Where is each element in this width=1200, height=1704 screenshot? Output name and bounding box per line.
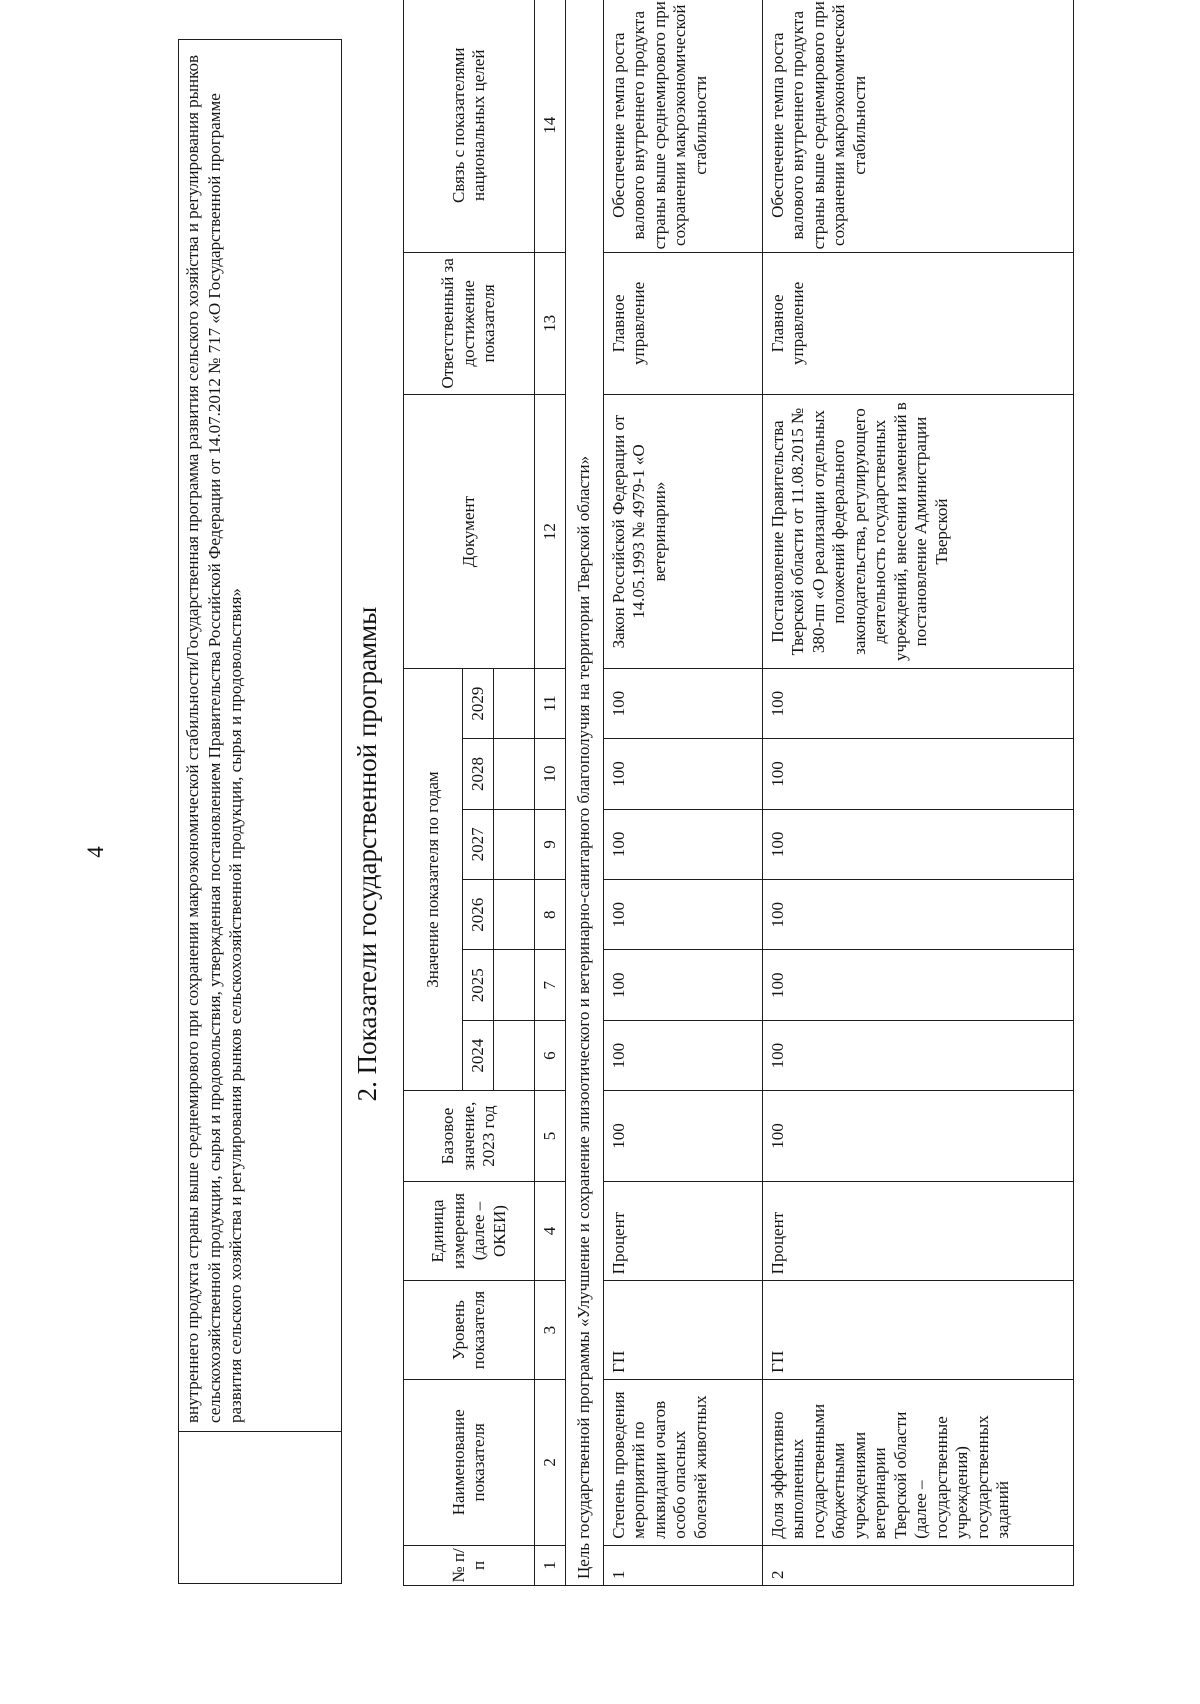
goal-row [566, 0, 604, 1586]
row-value-2026: 100 [762, 880, 1073, 950]
row-value-2025: 100 [603, 950, 762, 1020]
continuation-table [178, 39, 342, 1584]
row-unit: Процент [603, 1181, 762, 1281]
column-number: 11 [535, 668, 566, 738]
header-document: Документ [404, 395, 535, 669]
column-number-row [535, 0, 566, 1586]
table-row [603, 0, 762, 1586]
row-link: Обеспечение темпа роста валового внутреннего продукта страны выше среднемирового при сохранении макроэкономической стабильности [762, 0, 1073, 252]
row-no: 1 [603, 1545, 762, 1585]
header-year: 2026 [463, 880, 494, 950]
row-base: 100 [603, 1091, 762, 1182]
header-base: Базовое значение, 2023 год [404, 1091, 535, 1182]
row-value-2024: 100 [603, 1020, 762, 1090]
row-name: Доля эффективно выполненных государственными бюджетными учреждениями ветеринарии Тверской области (далее – государственные учреждения) государственных заданий [762, 1379, 1073, 1545]
program-goal: Цель государственной программы «Улучшение и сохранение эпизоотического и ветеринарно-санитарного благополучия на территории Тверской области» [566, 0, 604, 1586]
header-year: 2024 [463, 1020, 494, 1090]
row-unit: Процент [762, 1181, 1073, 1281]
row-level: ГП [762, 1281, 1073, 1380]
row-value-2028: 100 [762, 739, 1073, 809]
column-number: 9 [535, 809, 566, 879]
column-number: 12 [535, 395, 566, 669]
header-unit: Единица измерения (далее – ОКЕИ) [404, 1181, 535, 1281]
row-name: Степень проведения мероприятий по ликвидации очагов особо опасных болезней животных [603, 1379, 762, 1545]
indicators-table [403, 0, 1074, 1586]
row-value-2028: 100 [603, 739, 762, 809]
row-value-2024: 100 [762, 1020, 1073, 1090]
row-responsible: Главное управление [762, 252, 1073, 395]
continuation-text: внутреннего продукта страны выше среднемирового при сохранении макроэкономической стабильности/Государственная программа развития сельского хозяйства и регулирования рынков сельскохозяйственной продукции, сырья и продовольствия, утвержденная постановлением Правительства Российской Федерации от 14.07.2012 № 717 «О Государственной программе развития сельского хозяйства и регулирования рынков сельскохозяйственной продукции, сырья и продовольствия» [179, 40, 342, 1432]
year-cell-spacer [494, 739, 535, 809]
year-cell-spacer [494, 880, 535, 950]
row-value-2029: 100 [603, 668, 762, 738]
row-value-2027: 100 [762, 809, 1073, 879]
header-year: 2029 [463, 668, 494, 738]
row-document: Постановление Правительства Тверской области от 11.08.2015 № 380-пп «О реализации отдельных положений федерального законодательства, регулирующего деятельность государственных учреждений, внесении изменений в постановление Администрации Тверской [762, 395, 1073, 669]
column-number: 1 [535, 1545, 566, 1585]
header-responsible: Ответственный за достижение показателя [404, 252, 535, 395]
row-document: Закон Российской Федерации от 14.05.1993 № 4979-1 «О ветеринарии» [603, 395, 762, 669]
row-value-2026: 100 [603, 880, 762, 950]
row-level: ГП [603, 1281, 762, 1380]
row-value-2029: 100 [762, 668, 1073, 738]
column-number: 14 [535, 0, 566, 252]
year-cell-spacer [494, 1020, 535, 1090]
row-base: 100 [762, 1091, 1073, 1182]
column-number: 6 [535, 1020, 566, 1090]
header-row [404, 0, 463, 1586]
header-year: 2028 [463, 739, 494, 809]
header-year: 2027 [463, 809, 494, 879]
column-number: 5 [535, 1091, 566, 1182]
column-number: 2 [535, 1379, 566, 1545]
column-number: 10 [535, 739, 566, 809]
column-number: 13 [535, 252, 566, 395]
row-value-2027: 100 [603, 809, 762, 879]
column-number: 4 [535, 1181, 566, 1281]
row-value-2025: 100 [762, 950, 1073, 1020]
year-cell-spacer [494, 950, 535, 1020]
header-link: Связь с показателями национальных целей [404, 0, 535, 252]
row-responsible: Главное управление [603, 252, 762, 395]
header-values: Значение показателя по годам [404, 668, 463, 1090]
header-year: 2025 [463, 950, 494, 1020]
column-number: 8 [535, 880, 566, 950]
year-cell-spacer [494, 809, 535, 879]
column-number: 7 [535, 950, 566, 1020]
header-name: Наименование показателя [404, 1379, 535, 1545]
row-link: Обеспечение темпа роста валового внутреннего продукта страны выше среднемирового при сохранении макроэкономической стабильности [603, 0, 762, 252]
header-no: № п/п [404, 1545, 535, 1585]
year-cell-spacer [494, 668, 535, 738]
table-row [762, 0, 1073, 1586]
section-title: 2. Показатели государственной программы [352, 606, 382, 1102]
row-no: 2 [762, 1545, 1073, 1585]
column-number: 3 [535, 1281, 566, 1380]
page-number: 4 [83, 846, 108, 858]
continuation-empty-cell [179, 1432, 342, 1584]
header-level: Уровень показателя [404, 1281, 535, 1380]
